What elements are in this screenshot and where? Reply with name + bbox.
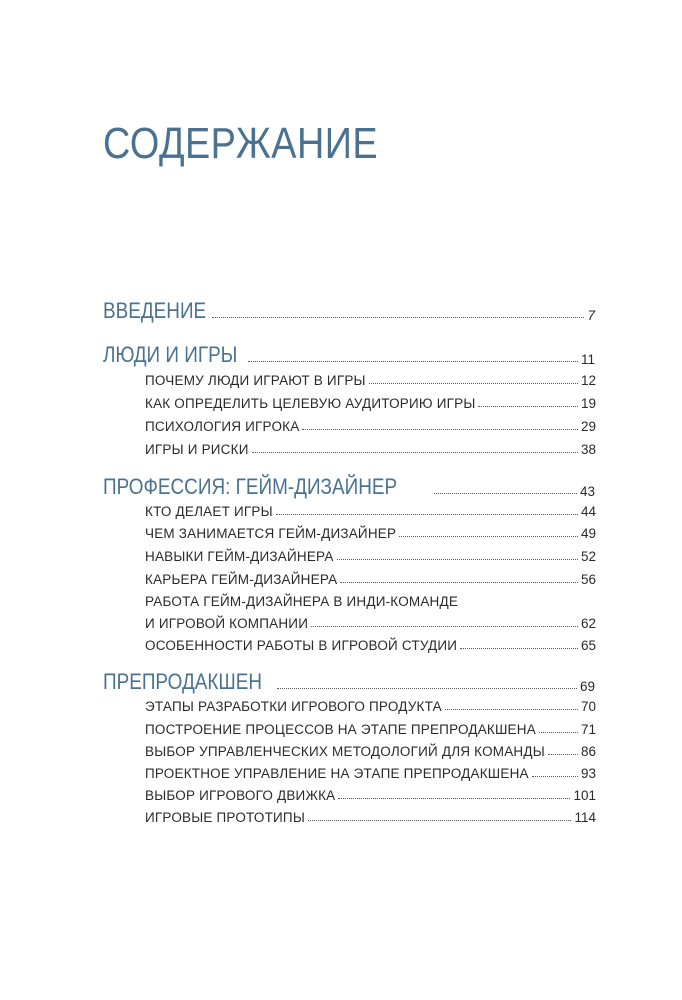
page-number: 52 [580,548,596,564]
dot-leader [277,688,577,689]
entry-title: ПОЧЕМУ ЛЮДИ ИГРАЮТ В ИГРЫ [145,372,366,388]
toc-chapter-introduction[interactable] [103,296,595,322]
page-number: 19 [580,395,596,411]
page-title: СОДЕРЖАНИЕ [103,119,379,168]
toc-entry[interactable] [145,695,596,713]
page-number: 38 [580,441,596,457]
dot-leader [434,493,577,494]
entry-title: ЧЕМ ЗАНИМАЕТСЯ ГЕЙМ-ДИЗАЙНЕР [145,525,397,541]
dot-leader [302,429,578,430]
toc-entry[interactable] [145,634,596,652]
toc-chapter-profession-game-designer[interactable] [103,472,595,498]
dot-leader [248,361,578,362]
chapter-title: ВВЕДЕНИЕ [103,298,207,323]
entry-title: ЭТАПЫ РАЗРАБОТКИ ИГРОВОГО ПРОДУКТА [145,698,442,714]
toc-chapter-people-and-games[interactable] [103,340,595,366]
dot-leader [548,754,578,755]
toc-entry[interactable] [145,522,596,540]
page-number: 7 [587,307,595,323]
page-number: 93 [580,765,596,781]
dot-leader [369,383,578,384]
toc-entry[interactable] [145,415,596,433]
toc-entry[interactable] [145,392,596,410]
page-number: 65 [580,637,596,653]
dot-leader [399,536,578,537]
page-number: 86 [580,743,596,759]
toc-entry[interactable] [145,806,596,824]
toc-entry[interactable] [145,369,596,387]
entry-title: ОСОБЕННОСТИ РАБОТЫ В ИГРОВОЙ СТУДИИ [145,637,458,653]
dot-leader [532,776,578,777]
page-number: 70 [580,698,596,714]
page-number: 29 [580,418,596,434]
page-number: 11 [580,351,595,367]
toc-entry[interactable] [145,612,596,630]
chapter-title: ПРОФЕССИЯ: ГЕЙМ-ДИЗАЙНЕР [103,474,398,499]
toc-entry[interactable] [145,762,596,780]
page-number: 43 [579,483,595,499]
entry-title: И ИГРОВОЙ КОМПАНИИ [145,615,309,631]
entry-title: КАК ОПРЕДЕЛИТЬ ЦЕЛЕВУЮ АУДИТОРИЮ ИГРЫ [145,395,476,411]
toc-entry-first-line[interactable] [145,590,458,608]
dot-leader [478,406,577,407]
entry-title: ПРОЕКТНОЕ УПРАВЛЕНИЕ НА ЭТАПЕ ПРЕПРОДАКШЕНА [145,765,529,781]
page-number: 62 [580,615,596,631]
entry-title: КАРЬЕРА ГЕЙМ-ДИЗАЙНЕРА [145,571,338,587]
toc-entry[interactable] [145,545,596,563]
page-number: 44 [580,503,596,519]
dot-leader [337,559,578,560]
page-number: 114 [574,809,596,825]
dot-leader [338,798,570,799]
page-number: 69 [579,678,595,694]
toc-entry[interactable] [145,500,596,518]
page-number: 101 [573,787,596,803]
toc-entry[interactable] [145,718,596,736]
entry-title: НАВЫКИ ГЕЙМ-ДИЗАЙНЕРА [145,548,334,564]
toc-entry[interactable] [145,568,596,586]
page-number: 49 [580,525,596,541]
entry-title-line1: РАБОТА ГЕЙМ-ДИЗАЙНЕРА В ИНДИ-КОМАНДЕ [145,593,459,609]
entry-title: ИГРОВЫЕ ПРОТОТИПЫ [145,809,305,825]
entry-title: ВЫБОР ИГРОВОГО ДВИЖКА [145,787,336,803]
dot-leader [252,452,578,453]
chapter-title: ЛЮДИ И ИГРЫ [103,342,238,367]
entry-title: ПОСТРОЕНИЕ ПРОЦЕССОВ НА ЭТАПЕ ПРЕПРОДАКШЕНА [145,721,536,737]
dot-leader [460,648,578,649]
page-number: 56 [580,571,596,587]
page-number: 71 [580,721,596,737]
entry-title: ВЫБОР УПРАВЛЕНЧЕСКИХ МЕТОДОЛОГИЙ ДЛЯ КОМАНДЫ [145,743,545,759]
dot-leader [212,317,585,318]
dot-leader [276,514,578,515]
entry-title: ИГРЫ И РИСКИ [145,441,249,457]
page-number: 12 [580,372,596,388]
dot-leader [308,820,571,821]
chapter-title: ПРЕПРОДАКШЕН [103,669,263,694]
dot-leader [311,626,578,627]
toc-entry[interactable] [145,784,596,802]
toc-chapter-preproduction[interactable] [103,667,595,693]
toc-entry[interactable] [145,438,596,456]
toc-entry[interactable] [145,740,596,758]
dot-leader [340,582,578,583]
entry-title: КТО ДЕЛАЕТ ИГРЫ [145,503,273,519]
entry-title: ПСИХОЛОГИЯ ИГРОКА [145,418,300,434]
dot-leader [539,732,578,733]
dot-leader [445,709,578,710]
